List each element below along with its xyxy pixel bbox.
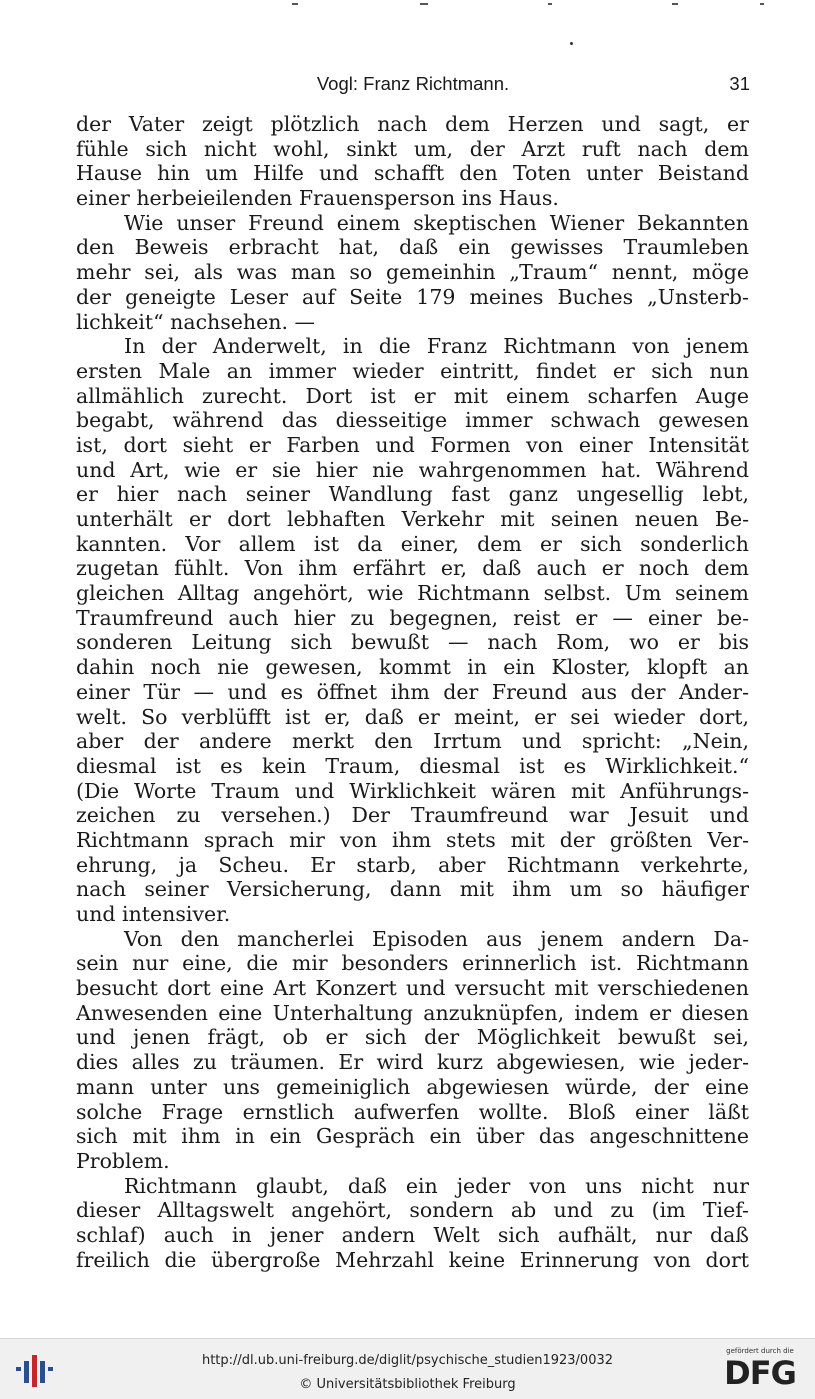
text-line: ersten Male an immer wieder eintritt, findet er sich nun (76, 358, 749, 383)
text-line: fühle sich nicht wohl, sinkt um, der Arzt ruft nach dem (76, 136, 749, 161)
running-header (76, 71, 750, 97)
text-line: allmählich zurecht. Dort ist er mit einem scharfen Auge (76, 383, 749, 408)
text-line: freilich die übergroße Mehrzahl keine Erinnerung von dort (76, 1247, 749, 1272)
text-line: ist, dort sieht er Farben und Formen von einer Intensität (76, 432, 749, 457)
text-line: der Vater zeigt plötzlich nach dem Herzen und sagt, er (76, 112, 749, 136)
text-line: Hause hin um Hilfe und schafft den Toten unter Beistand (76, 161, 749, 186)
text-line: (Die Worte Traum und Wirklichkeit wären mit Anführungs- (76, 778, 749, 803)
text-line: einer Tür — und es öffnet ihm der Freund aus der Ander- (76, 679, 749, 704)
text-line: zugetan fühlt. Von ihm erfährt er, daß auch er noch dem (76, 556, 749, 581)
text-line: zeichen zu versehen.) Der Traumfreund war Jesuit und (76, 803, 749, 828)
text-line: und jenen frägt, ob er sich der Möglichkeit bewußt sei, (76, 1025, 749, 1050)
text-line: nach seiner Versicherung, dann mit ihm um so häufiger (76, 877, 749, 902)
text-line: Anwesenden eine Unterhaltung anzuknüpfen, indem er diesen (76, 1000, 749, 1025)
copyright-notice: © Universitätsbibliothek Freiburg (299, 1377, 516, 1392)
dfg-logo (715, 1347, 805, 1395)
text-line: Problem. (76, 1148, 170, 1173)
text-line: begabt, während das diesseitige immer schwach gewesen (76, 408, 749, 433)
footer-bar (0, 1338, 815, 1399)
text-line: welt. So verblüfft ist er, daß er meint, er sei wieder dort, (76, 704, 749, 729)
dfg-logo-text: DFG (724, 1354, 796, 1392)
page-number: 31 (729, 73, 750, 94)
text-line: aber der andere merkt den Irrtum und spricht: „Nein, (76, 729, 749, 754)
scan-speck (570, 42, 573, 45)
text-line: Traumfreund auch hier zu begegnen, reist er — einer be- (76, 605, 749, 630)
text-line: dahin noch nie gewesen, kommt in ein Kloster, klopft an (76, 655, 749, 680)
text-line: sein nur eine, die mir besonders erinnerlich ist. Richtmann (76, 951, 749, 976)
text-line: einer herbeieilenden Frauensperson ins Haus. (76, 186, 559, 211)
permalink-url[interactable]: http://dl.ub.uni-freiburg.de/diglit/psychische_studien1923/0032 (201, 1353, 614, 1368)
text-line: Wie unser Freund einem skeptischen Wiener Bekannten (124, 210, 749, 235)
text-line: sonderen Leitung sich bewußt — nach Rom, wo er bis (76, 630, 749, 655)
running-title: Vogl: Franz Richtmann. (316, 73, 510, 94)
text-line: er hier nach seiner Wandlung fast ganz ungesellig lebt, (76, 482, 749, 507)
text-line: unterhält er dort lebhaften Verkehr mit seinen neuen Be- (76, 507, 749, 531)
text-line: ehrung, ja Scheu. Er starb, aber Richtmann verkehrte, (76, 852, 749, 877)
scan-edge-marks (0, 0, 815, 30)
dfg-caption: gefördert durch die (726, 1347, 794, 1355)
text-line: Richtmann sprach mir von ihm stets mit der größten Ver- (76, 827, 749, 852)
text-line: Richtmann glaubt, daß ein jeder von uns nicht nur (124, 1173, 749, 1198)
text-line: kannten. Vor allem ist da einer, dem er sich sonderlich (76, 531, 749, 556)
text-line: mehr sei, als was man so gemeinhin „Traum“ nennt, möge (76, 260, 749, 285)
text-line: den Beweis erbracht hat, daß ein gewisses Traumleben (76, 235, 749, 260)
text-line: dies alles zu träumen. Er wird kurz abgewiesen, wie jeder- (76, 1050, 749, 1075)
text-line: der geneigte Leser auf Seite 179 meines Buches „Unsterb- (76, 284, 749, 309)
text-line: solche Frage ernstlich aufwerfen wollte. Bloß einer läßt (76, 1099, 749, 1124)
text-line: und intensiver. (76, 902, 231, 926)
text-line: dieser Alltagswelt angehört, sondern ab und zu (im Tief- (76, 1198, 749, 1223)
text-line: schlaf) auch in jener andern Welt sich aufhält, nur daß (76, 1222, 749, 1247)
text-line: besucht dort eine Art Konzert und versucht mit verschiedenen (76, 976, 749, 1001)
body-text (76, 112, 749, 1272)
text-line: In der Anderwelt, in die Franz Richtmann von jenem (124, 334, 749, 359)
text-line: mann unter uns gemeiniglich abgewiesen würde, der eine (76, 1074, 749, 1099)
text-line: lichkeit“ nachsehen. — (76, 309, 315, 334)
text-line: und Art, wie er sie hier nie wahrgenommen hat. Während (76, 457, 749, 482)
text-line: diesmal ist es kein Traum, diesmal ist es Wirklichkeit.“ (76, 753, 749, 778)
text-line: sich mit ihm in ein Gespräch ein über das angeschnittene (76, 1124, 749, 1149)
text-line: Von den mancherlei Episoden aus jenem andern Da- (124, 926, 749, 951)
text-line: gleichen Alltag angehört, wie Richtmann selbst. Um seinem (76, 581, 749, 606)
